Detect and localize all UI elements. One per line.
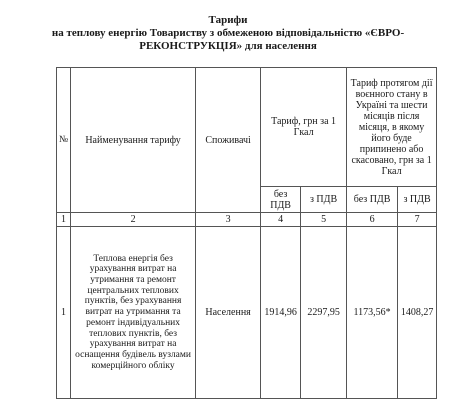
row-tariff-name: Теплова енергія без урахування витрат на утримання та ремонт центральних теплових пунктів, без урахування витрат на утримання та ремонт індивідуальних теплових пунктів, без урахування витрат на оснащення будівель вузлами комерційного обліку [71, 227, 196, 399]
header-with-vat: з ПДВ [301, 187, 347, 213]
column-number-cell: 7 [398, 213, 437, 227]
column-number-cell: 2 [71, 213, 196, 227]
row-number: 1 [57, 227, 71, 399]
tariff-table [56, 67, 437, 399]
heading-title: Тарифи [208, 14, 248, 26]
heading-subtitle-line2: РЕКОНСТРУКЦІЯ» для населення [139, 40, 317, 52]
header-row [57, 68, 437, 187]
document-heading [0, 14, 456, 53]
column-number-cell: 6 [347, 213, 398, 227]
row-tariff-with-vat: 2297,95 [301, 227, 347, 399]
row-wartime-without-vat: 1173,56* [347, 227, 398, 399]
column-number-cell: 3 [196, 213, 261, 227]
header-without-vat-wartime: без ПДВ [347, 187, 398, 213]
header-with-vat-wartime: з ПДВ [398, 187, 437, 213]
table-row [57, 227, 437, 399]
header-without-vat: без ПДВ [261, 187, 301, 213]
header-tariff-group: Тариф, грн за 1 Гкал [261, 68, 347, 187]
column-number-cell: 4 [261, 213, 301, 227]
row-tariff-without-vat: 1914,96 [261, 227, 301, 399]
column-number-cell: 5 [301, 213, 347, 227]
row-wartime-with-vat: 1408,27 [398, 227, 437, 399]
row-consumers: Населення [196, 227, 261, 399]
header-number: № [57, 68, 71, 213]
heading-subtitle-line1: на теплову енергію Товариству з обмеженою відповідальністю «ЄВРО- [51, 27, 405, 39]
header-consumers: Споживачі [196, 68, 261, 213]
column-number-cell: 1 [57, 213, 71, 227]
header-tariff-name: Найменування тарифу [71, 68, 196, 213]
column-number-row [57, 213, 437, 227]
header-wartime-tariff-group: Тариф протягом дії воєнного стану в Україні та шести місяців після місяця, в якому його буде припинено або скасовано, грн за 1 Гкал [347, 68, 437, 187]
